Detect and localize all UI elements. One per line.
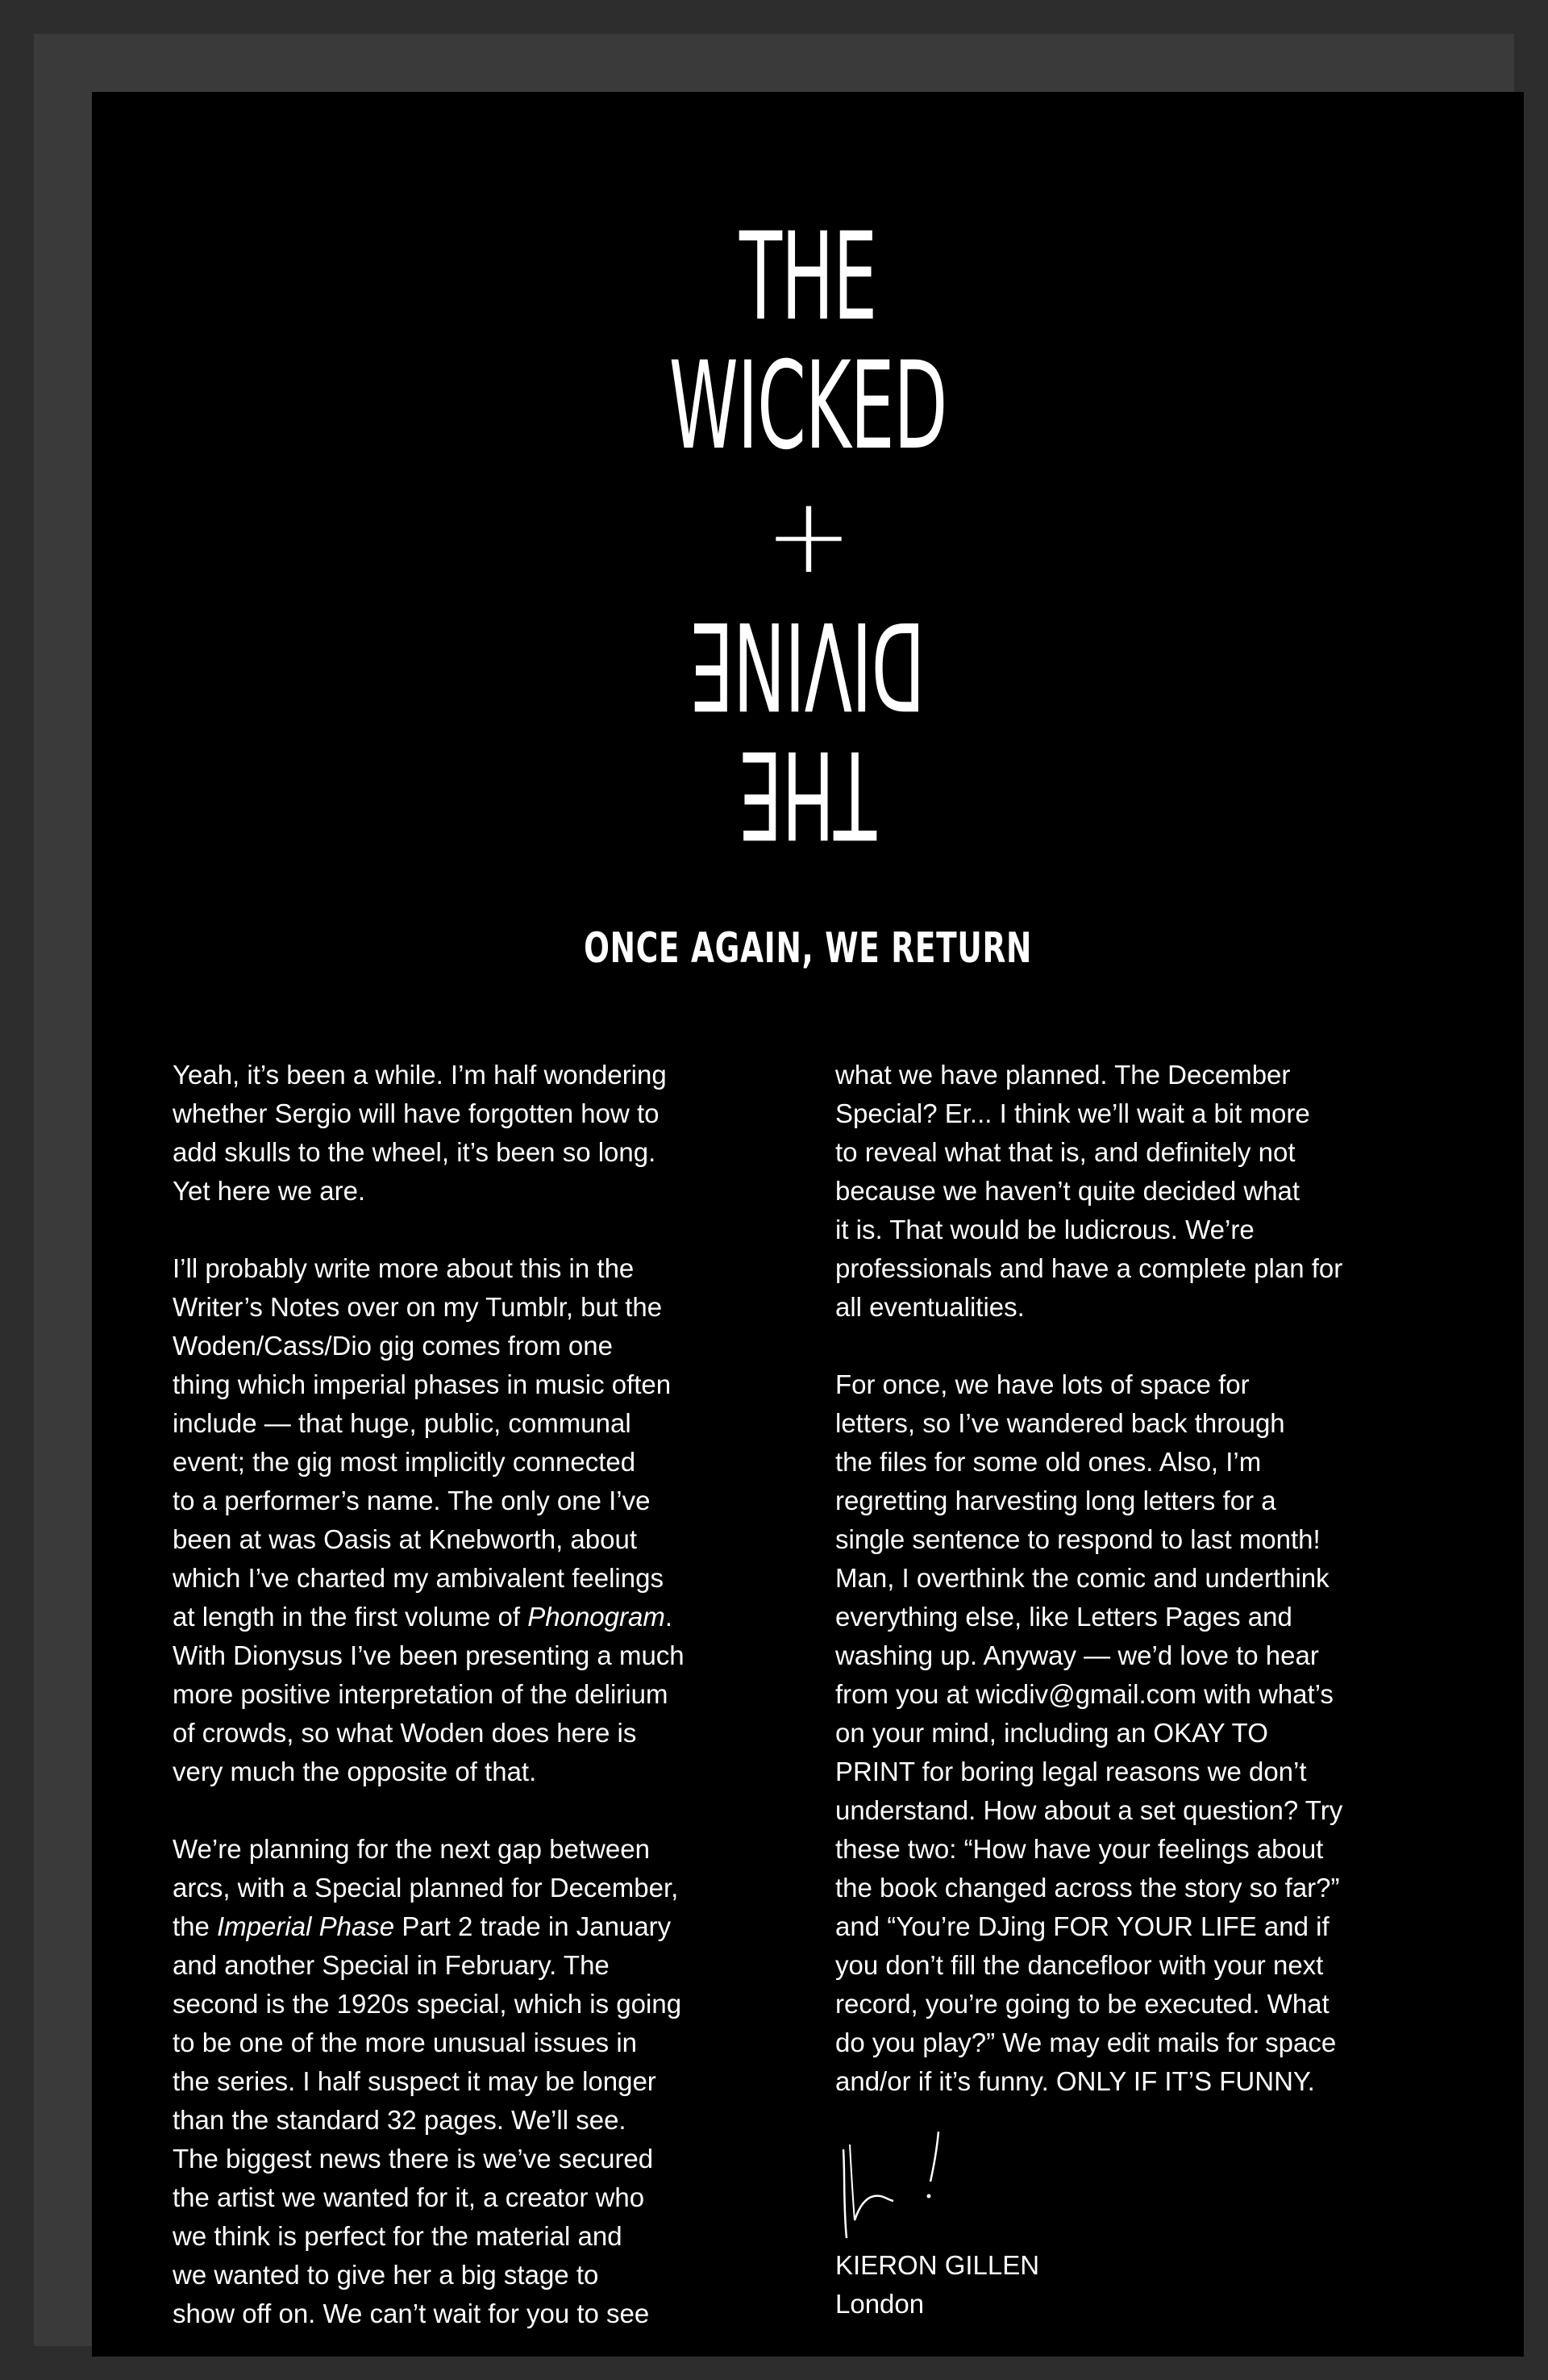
title-line-divine: DIVINE [690,594,926,735]
page-frame [34,34,1514,2346]
title-line-the: THE [739,207,877,348]
paragraph: We’re planning for the next gap between arcs, with a Special planned for December, the Imperial Phase Part 2 trade in January and another Special in February. The second is the 1920s special, which is going to be one of the more unusual issues in the series. I half suspect it may be longer than the standard 32 pages. We’ll see. The biggest news there is we’ve secured the artist we wanted for it, a creator who we think is perfect for the material and we wanted to give her a big stage to show off on. We can’t wait for you to see [173,1834,682,2328]
paragraph: Yeah, it’s been a while. I’m half wondering whether Sergio will have forgotten how to add skulls to the wheel, it’s been so long. Yet here we are. [173,1060,667,1206]
paragraph: I’ll probably write more about this in the Writer’s Notes over on my Tumblr, but the Woden/Cass/Dio gig comes from one thing which imperial phases in music often include — that huge, public, communal event; the gig most implicitly connected to a performer’s name. The only one I’ve been at was Oasis at Knebworth, about which I’ve charted my ambivalent feelings at length in the first volume of Phonogram. With Dionysus I’ve been presenting a much more positive interpretation of the delirium of crowds, so what Woden does here is very much the opposite of that. [173,1253,685,1786]
content-panel [92,92,1524,2357]
right-column [835,1056,1448,2324]
paragraph: what we have planned. The December Special? Er... I think we’ll wait a bit more to reveal what that is, and definitely not because we haven’t quite decided what it is. That would be ludicrous. We’re professionals and have a complete plan for all eventualities. [835,1060,1343,1322]
signature-icon [835,2125,956,2246]
title-line-wicked: WICKED [668,336,947,477]
paragraph: For once, we have lots of space for letters, so I’ve wandered back through the files for some old ones. Also, I’m regretting harvesting long letters for a single sentence to respond to last month! Man, I overthink the comic and underthink everything else, like Letters Pages and washing up. Anyway — we’d love to hear from you at wicdiv@gmail.com with what’s on your mind, including an OKAY TO PRINT for boring legal reasons we don’t understand. How about a set question? Try these two: “How have your feelings about the book changed across the story so far?” and “You’re DJing FOR YOUR LIFE and if you don’t fill the dancefloor with your next record, you’re going to be executed. What do you play?” We may edit mails for space and/or if it’s funny. ONLY IF IT’S FUNNY. [835,1369,1343,2096]
logo-title [92,207,1524,864]
author-city: London [835,2289,925,2319]
left-column [173,1056,785,2333]
title-line-the-inverted: THE [739,723,877,864]
author-name: KIERON GILLEN [835,2250,1040,2280]
page-subtitle: ONCE AGAIN, WE RETURN [584,924,1032,973]
title-line-plus: + [764,474,851,597]
